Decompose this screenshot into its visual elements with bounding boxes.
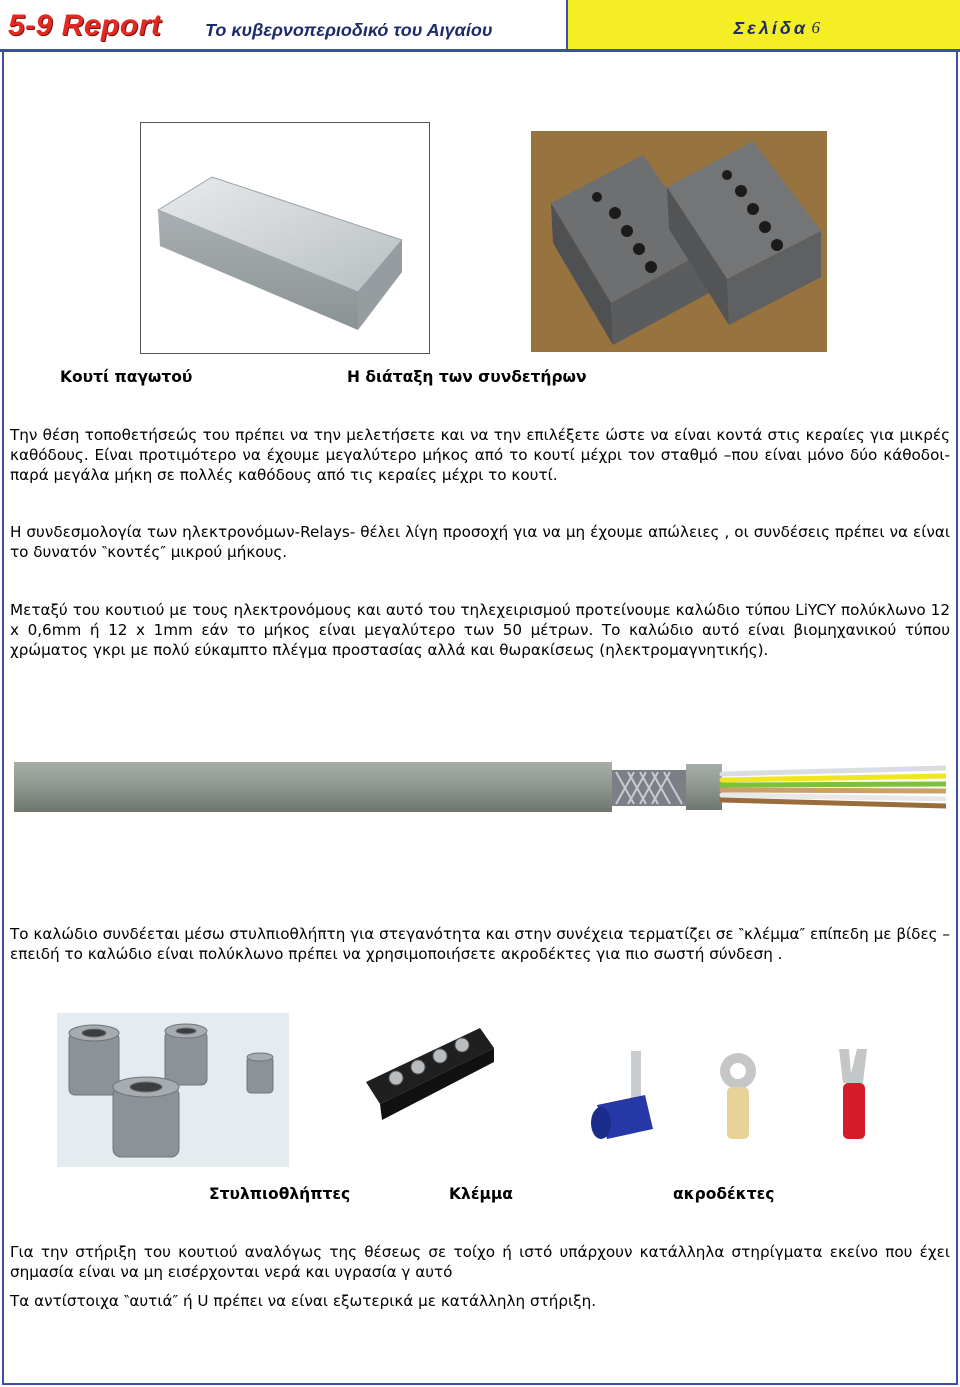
page-label: Σελίδα [733, 18, 808, 38]
caption-connector-layout: Η διάταξη των συνδετήρων [347, 368, 587, 386]
cable-glands-photo [57, 1013, 289, 1167]
paragraph-brackets: Τα αντίστοιχα ‶αυτιά″ ή U πρέπει να είναι εξωτερικά με κατάλληλη στήριξη. [10, 1292, 597, 1310]
frame-bottom-border [2, 1383, 958, 1385]
brand-title: 5-9 Report [8, 9, 162, 42]
frame-left-border [2, 52, 4, 1385]
paragraph-mounting: Για την στήριξη του κουτιού αναλόγως της θέσεως σε τοίχο ή ιστό υπάρχουν κατάλληλα στηρίγματα εκείνο που έχει σημασία είναι να μη εισέρχονται νερά και υγρασία γ αυτό [10, 1243, 950, 1281]
terminal-block-photo [362, 1022, 498, 1124]
caption-cable-glands: Στυλπιοθλήπτες [209, 1185, 351, 1203]
caption-terminal-block: Κλέμμα [449, 1185, 513, 1203]
caption-crimp-terminals: ακροδέκτες [673, 1185, 775, 1203]
cable-photo [14, 758, 946, 816]
paragraph-placement: Την θέση τοποθετήσεώς του πρέπει να την μελετήσετε και να την επιλέξετε ώστε να είναι κοντά στις κεραίες για μικρές καθόδους. Είναι προτιμότερο να έχουμε μεγαλύτερο μήκος από το κουτί μέχρι τον σταθμό –που είναι μόνο δύο κάθοδοι- παρά μεγάλα μήκη σε πολλές καθόδους από τις κεραίες μέχρι το κουτί. [10, 426, 950, 484]
header-right [566, 0, 960, 52]
page-number: 6 [811, 18, 820, 37]
crimp-terminals-photo [573, 1043, 885, 1147]
frame-right-border [956, 52, 958, 1385]
paragraph-gland: Το καλώδιο συνδέεται μέσω στυλπιοθλήπτη για στεγανότητα και στην συνέχεια τερματίζει σε ‶κλέμμα″ επίπεδη με βίδες –επειδή το καλώδιο είναι πολύκλωνο πρέπει να χρησιμοποιήσετε ακροδέκτες για πιο σωστή σύνδεση . [10, 925, 950, 963]
aluminium-box-photo [140, 122, 430, 354]
header-subtitle: Το κυβερνοπεριοδικό του Αιγαίου [205, 20, 493, 40]
paragraph-cable: Μεταξύ του κουτιού με τους ηλεκτρονόμους και αυτό του τηλεχειρισμού προτείνουμε καλώδιο τύπου LiYCY πολύκλωνο 12 x 0,6mm ή 12 x 1mm εάν το μήκος είναι μεγαλύτερο των 50 μέτρων. Το καλώδιο αυτό είναι βιομηχανικού τύπου χρώματος γκρι με πολύ εύκαμπτο πλέγμα προστασίας αλλά και θωρακίσεως (ηλεκτρομαγνητικής). [10, 601, 950, 659]
paragraph-relays: Η συνδεσμολογία των ηλεκτρονόμων-Relays- θέλει λίγη προσοχή για να μη έχουμε απώλειες , οι συνδέσεις πρέπει να είναι το δυνατόν ‶κοντές″ μικρού μήκους. [10, 523, 950, 561]
caption-ice-cream-box: Κουτί παγωτού [60, 368, 193, 386]
header-left [0, 0, 566, 52]
connector-boxes-photo [531, 131, 827, 352]
